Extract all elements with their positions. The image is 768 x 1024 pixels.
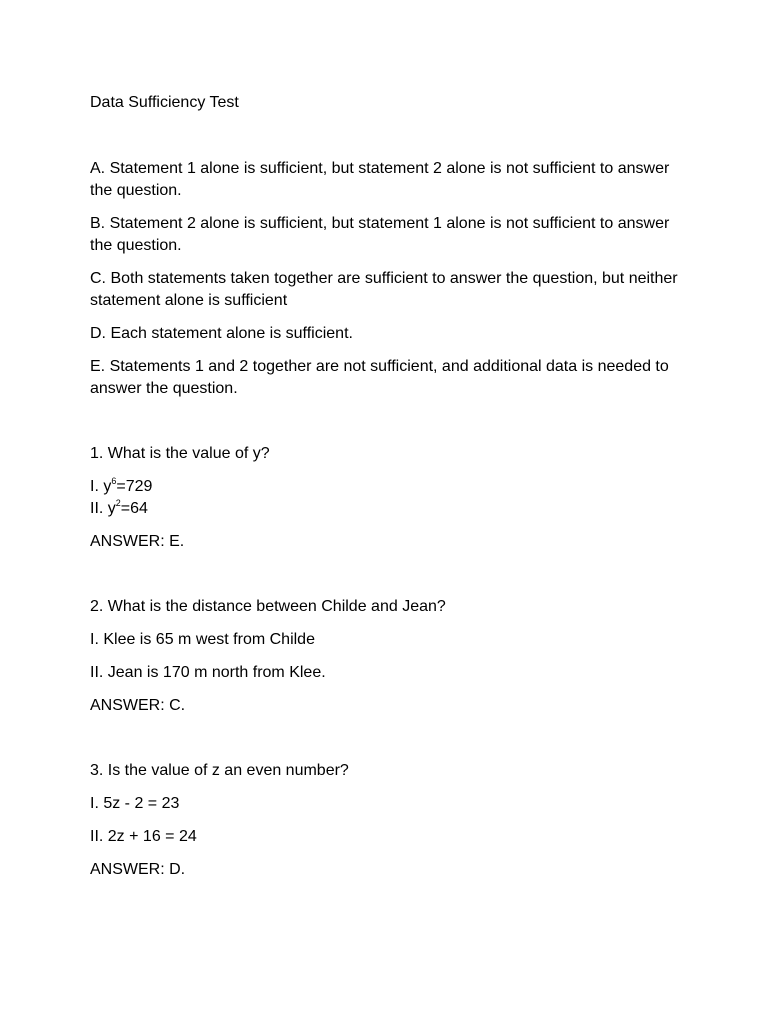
question-1: [90, 443, 690, 553]
statement-1-prefix: I. y: [90, 478, 112, 495]
question-1-statement-2: [90, 498, 690, 520]
option-a: A. Statement 1 alone is sufficient, but statement 2 alone is not sufficient to answer the question.: [90, 160, 670, 199]
option-e: E. Statements 1 and 2 together are not sufficient, and additional data is needed to answer the question.: [90, 358, 669, 397]
question-3: [90, 760, 690, 881]
question-2: [90, 596, 690, 717]
question-3-statement-1: I. 5z - 2 = 23: [90, 795, 180, 812]
statement-2-prefix: II. y: [90, 500, 116, 517]
statement-1-suffix: =729: [116, 478, 153, 495]
question-2-statement-1: I. Klee is 65 m west from Childe: [90, 631, 315, 648]
document-title: Data Sufficiency Test: [90, 94, 239, 111]
option-c: C. Both statements taken together are sufficient to answer the question, but neither statement alone is sufficient: [90, 270, 678, 309]
question-2-statement-2: II. Jean is 170 m north from Klee.: [90, 664, 326, 681]
question-3-answer: ANSWER: D.: [90, 861, 186, 878]
question-2-text: 2. What is the distance between Childe and Jean?: [90, 598, 446, 615]
question-1-statement-1: [90, 476, 690, 498]
document-content: [90, 92, 690, 924]
option-b: B. Statement 2 alone is sufficient, but statement 1 alone is not sufficient to answer the question.: [90, 215, 670, 254]
statement-1-exponent: 6: [111, 475, 117, 486]
question-3-text: 3. Is the value of z an even number?: [90, 762, 349, 779]
statement-2-exponent: 2: [115, 497, 121, 508]
question-2-answer: ANSWER: C.: [90, 697, 186, 714]
answer-options-list: [90, 158, 690, 400]
question-1-text: 1. What is the value of y?: [90, 445, 270, 462]
option-d: D. Each statement alone is sufficient.: [90, 325, 353, 342]
question-3-statement-2: II. 2z + 16 = 24: [90, 828, 197, 845]
question-1-answer: ANSWER: E.: [90, 533, 185, 550]
statement-2-suffix: =64: [120, 500, 148, 517]
